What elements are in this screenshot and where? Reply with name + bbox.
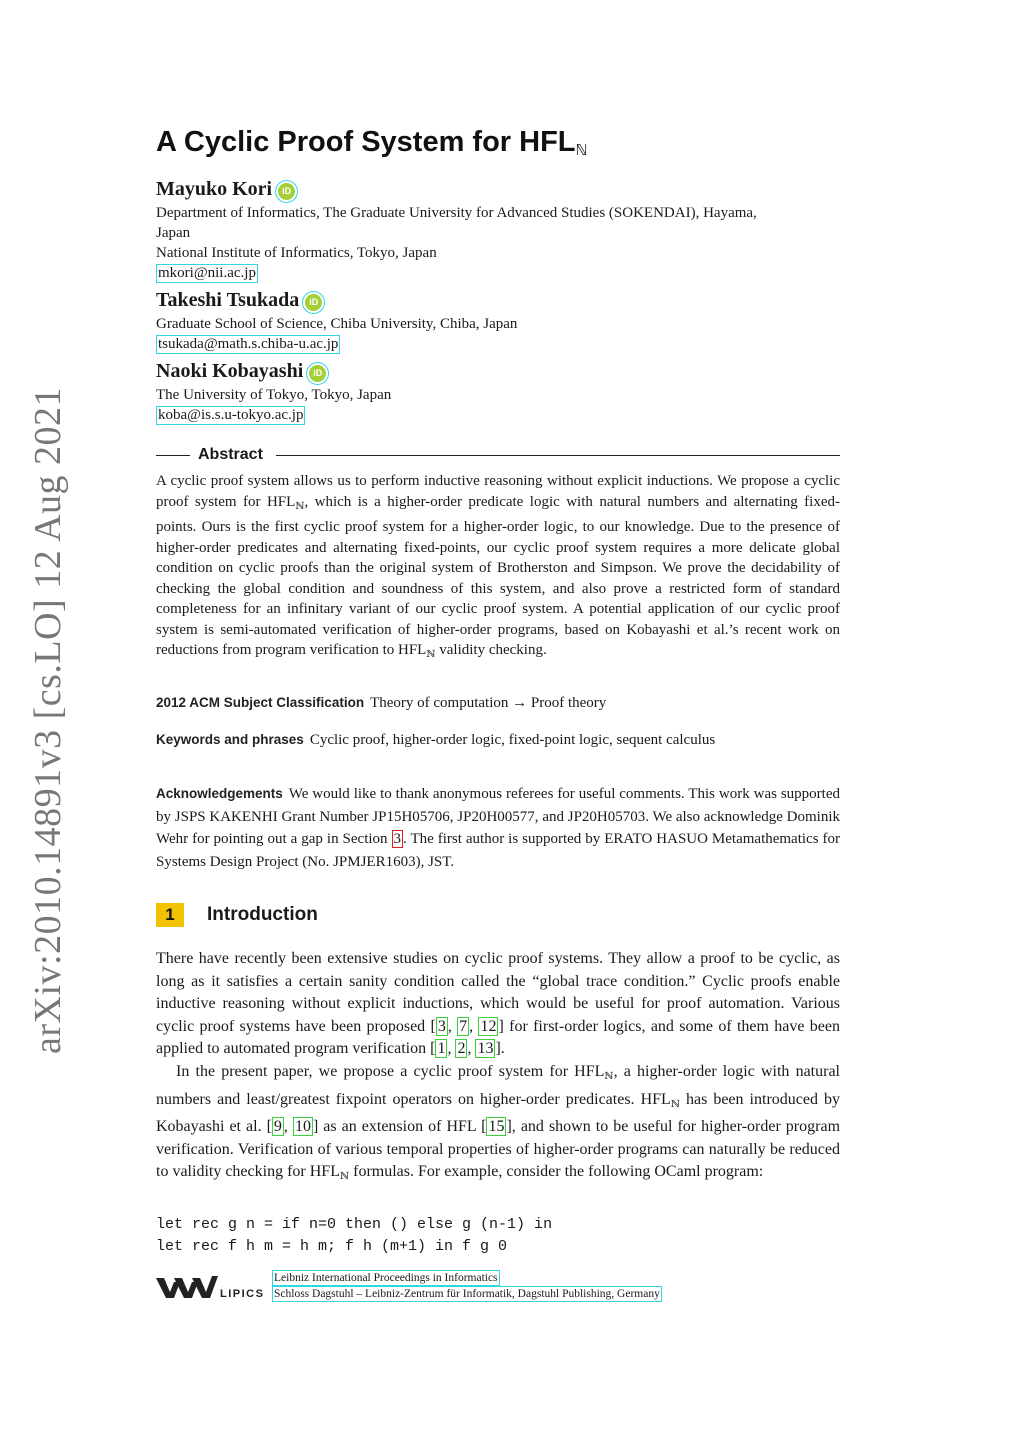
section-heading — [156, 903, 318, 929]
code-line: let rec f h m = h m; f h (m+1) in f g 0 — [156, 1238, 508, 1255]
citation-link[interactable]: 10 — [294, 1118, 311, 1135]
subscript-n: ℕ — [670, 1098, 680, 1110]
email-link[interactable]: koba@is.s.u-tokyo.ac.jp — [158, 407, 304, 423]
ocaml-code-block — [156, 1214, 552, 1258]
lipics-logo — [156, 1272, 268, 1307]
author-block-tsukada — [156, 288, 846, 354]
abstract-heading-rule — [156, 444, 840, 466]
rule-left — [156, 455, 190, 456]
intro-paragraph-1: There have recently been extensive studies on cyclic proof systems. They allow a proof to be cyclic, as long as it satisfies a certain sanity condition called the “global trace condition.” Cyclic proofs enable inductive reasoning without explicit inductions, which would be useful for proof automation. Various cyclic proof systems have been proposed [ 3 , 7 , 12 ] for first-order logics, and some of them have been applied to automated program verification [ 1 , 2 , 13 ]. — [156, 950, 841, 1057]
author-block-kori — [156, 177, 846, 283]
email-link[interactable]: tsukada@math.s.chiba-u.ac.jp — [158, 336, 339, 352]
email-link[interactable]: mkori@nii.ac.jp — [158, 265, 256, 281]
acknowledgements — [156, 783, 840, 873]
acm-label: 2012 ACM Subject Classification — [156, 695, 365, 710]
citation-link[interactable]: 1 — [437, 1040, 446, 1057]
intro-text: ] as an extension of HFL [ — [312, 1118, 487, 1135]
author-name: Mayuko Kori — [156, 178, 273, 200]
keywords-label: Keywords and phrases — [156, 732, 304, 747]
dagstuhl-publisher-link[interactable]: Schloss Dagstuhl – Leibniz-Zentrum für Informatik, Dagstuhl Publishing, Germany — [274, 1288, 660, 1300]
citation-link[interactable]: 2 — [457, 1040, 466, 1057]
abstract-part: A cyclic proof system allows us to perform inductive reasoning without explicit inductions. We propose a cyclic proof system for HFL — [156, 473, 840, 510]
citation-link[interactable]: 3 — [437, 1017, 446, 1035]
section-ref-link[interactable]: 3 — [393, 831, 402, 847]
paper-title — [156, 126, 588, 159]
footer-links — [272, 1270, 662, 1302]
intro-text: , a higher-order logic with natural numbers and least/greatest fixpoint operators on higher-order predicates. HFL — [156, 1063, 841, 1108]
affiliation: Japan — [156, 225, 191, 241]
subscript-n: ℕ — [426, 649, 436, 660]
author-name: Takeshi Tsukada — [156, 289, 300, 311]
abstract-heading: Abstract — [198, 446, 263, 463]
intro-text: ]. — [495, 1040, 505, 1057]
title-subscript: ℕ — [575, 142, 588, 159]
subscript-n: ℕ — [339, 1171, 350, 1182]
abstract-text — [156, 471, 840, 666]
citation-link[interactable]: 13 — [477, 1040, 494, 1057]
intro-text: There have recently been extensive studies on cyclic proof systems. They allow a proof to be cyclic, as long as it satisfies a certain sanity condition called the “global trace condition.” Cyclic proofs enable inductive reasoning without explicit inductions, which would be useful for proof automation. Various cyclic proof systems have been proposed [ — [156, 950, 840, 1035]
author-block-kobayashi — [156, 359, 846, 425]
orcid-icon[interactable]: iD — [309, 365, 326, 382]
acm-classification — [156, 693, 840, 713]
subscript-n: ℕ — [295, 500, 305, 512]
citation-link[interactable]: 7 — [459, 1017, 468, 1035]
section-title: Introduction — [207, 904, 318, 925]
lipics-series-link[interactable]: Leibniz International Proceedings in Informatics — [274, 1272, 498, 1284]
ack-label: Acknowledgements — [156, 786, 283, 801]
affiliation: Graduate School of Science, Chiba University, Chiba, Japan — [156, 316, 518, 332]
citation-link[interactable]: 15 — [488, 1118, 505, 1135]
orcid-icon[interactable]: iD — [305, 294, 322, 311]
acm-value: Theory of computation → Proof theory — [370, 695, 607, 711]
intro-text: ], and shown to be useful for higher-order program verification. Verification of various temporal properties of higher-order programs can naturally be reduced to validity checking for HFL — [156, 1118, 841, 1180]
citation-link[interactable]: 12 — [480, 1017, 497, 1035]
abstract-part: validity checking. — [435, 642, 547, 658]
intro-text: has been introduced by Kobayashi et al. [ — [156, 1090, 840, 1135]
lipics-footer — [156, 1270, 796, 1306]
subscript-n: ℕ — [604, 1071, 614, 1082]
ack-text: We would like to thank anonymous referees for useful comments. This work was supported by JSPS KAKENHI Grant Number JP15H05706, JP20H00577, and JP20H05703. We also acknowledge Dominik Wehr for pointing out a gap in Section — [156, 786, 840, 847]
title-main: A Cyclic Proof System for HFL — [156, 126, 576, 158]
intro-paragraph-2: In the present paper, we propose a cyclic proof system for HFLℕ, a higher-order logic with natural numbers and least/greatest fixpoint operators on higher-order predicates. HFLℕ has been introduced by Kobayashi et al. [ 9 , 10 ] as an extension of HFL [ 15 ], and shown to be useful for higher-order program verification. Verification of various temporal properties of higher-order programs can naturally be reduced to validity checking for HFLℕ formulas. For example, consider the following OCaml program: — [156, 1063, 841, 1182]
orcid-icon[interactable]: iD — [278, 183, 295, 200]
affiliation: The University of Tokyo, Tokyo, Japan — [156, 387, 392, 403]
arxiv-side-stamp: arXiv:2010.14891v3 [cs.LO] 12 Aug 2021 — [27, 386, 69, 1054]
intro-text: In the present paper, we propose a cyclic proof system for HFL — [176, 1063, 605, 1080]
ack-text: . The first author is supported by ERATO HASUO Metamathematics for Systems Design Project (No. JPMJER1603), JST. — [156, 831, 841, 870]
keywords-value: Cyclic proof, higher-order logic, fixed-point logic, sequent calculus — [309, 732, 716, 748]
keywords — [156, 730, 840, 750]
code-line: let rec g n = if n=0 then () else g (n-1) in — [156, 1216, 553, 1233]
intro-text: ] for first-order logics, and some of them have been applied to automated program verification [ — [156, 1017, 841, 1057]
lipics-logo-mark — [156, 1272, 268, 1302]
lipics-logo-text: LIPICS — [220, 1288, 265, 1300]
abstract-part: , which is a higher-order predicate logic with natural numbers and alternating fixed-points. Ours is the first cyclic proof system for a higher-order logic, to our knowledge. Due to the presence of higher-order predicates and alternating fixed-points, our cyclic proof system requires a more delicate global condition on cyclic proofs than the original system of Brotherston and Simpson. We prove the decidability of checking the global condition and soundness of this system, and also prove a restricted form of standard completeness for an infinitary variant of our cyclic proof system. A potential application of our cyclic proof system is semi-automated verification of higher-order programs, based on Kobayashi et al.’s recent work on reductions from program verification to HFL — [156, 493, 840, 658]
author-name: Naoki Kobayashi — [156, 360, 304, 382]
intro-text: formulas. For example, consider the following OCaml program: — [349, 1163, 764, 1180]
section-number-badge: 1 — [156, 903, 184, 927]
affiliation: Department of Informatics, The Graduate University for Advanced Studies (SOKENDAI), Hayama, — [156, 205, 757, 221]
citation-link[interactable]: 9 — [273, 1118, 282, 1135]
affiliation: National Institute of Informatics, Tokyo, Japan — [156, 245, 437, 261]
rule-right — [276, 455, 840, 456]
